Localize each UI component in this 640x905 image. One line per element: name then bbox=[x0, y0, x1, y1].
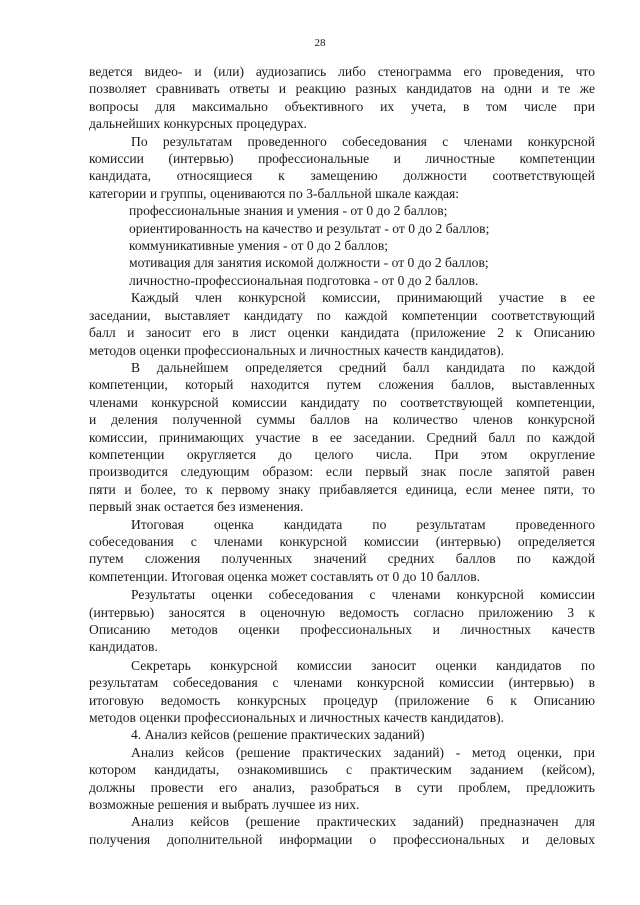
section-title: 4. Анализ кейсов (решение практических заданий) bbox=[131, 727, 425, 743]
text-line: Анализ кейсов (решение практических заданий) - метод оценки, при bbox=[131, 744, 595, 760]
text-line: котором кандидаты, ознакомившись с практическим заданием (кейсом), bbox=[89, 762, 595, 778]
text-line: (интервью) заносятся в оценочную ведомость согласно приложению 3 к bbox=[89, 604, 595, 620]
document-body bbox=[89, 63, 595, 848]
text-line: получения дополнительной информации о профессиональных и деловых bbox=[89, 831, 595, 847]
paragraph-3 bbox=[89, 289, 595, 359]
text-line: вопросы для максимально объективного их учета, в том числе при bbox=[89, 98, 595, 114]
text-line: членами конкурсной комиссии кандидату по соответствующей компетенции, bbox=[89, 394, 595, 410]
text-line: итоговую ведомость конкурсных процедур (приложение 6 к Описанию bbox=[89, 692, 595, 708]
list-item: мотивация для занятия искомой должности - от 0 до 2 баллов; bbox=[129, 255, 489, 271]
text-line: Описанию методов оценки профессиональных и личностных качеств bbox=[89, 622, 595, 637]
text-line: методов оценки профессиональных и личностных качеств кандидатов). bbox=[89, 342, 505, 358]
text-line: пяти и более, то к первому знаку прибавляется единица, если менее пяти, то bbox=[89, 481, 595, 497]
paragraph-8 bbox=[89, 744, 595, 814]
paragraph-2 bbox=[89, 133, 595, 203]
paragraph-1 bbox=[89, 63, 595, 133]
text-line: результатам собеседования с членами конкурсной комиссии (интервью) в bbox=[89, 675, 595, 691]
text-line: производится следующим образом: если первый знак после запятой равен bbox=[89, 464, 595, 480]
text-line: заседании, выставляет кандидату по каждой компетенции соответствующий bbox=[89, 307, 595, 323]
list-item: коммуникативные умения - от 0 до 2 баллов; bbox=[129, 238, 389, 254]
paragraph-9 bbox=[89, 813, 595, 848]
text-line: компетенции округляется до целого числа. При этом округление bbox=[89, 446, 595, 462]
text-line: кандидатов. bbox=[89, 639, 158, 655]
text-line: Каждый член конкурсной комиссии, принимающий участие в ее bbox=[131, 290, 595, 306]
text-line: Результаты оценки собеседования с членами конкурсной комиссии bbox=[131, 587, 595, 603]
text-line: собеседования с членами конкурсной комиссии (интервью) определяется bbox=[89, 533, 595, 549]
text-line: позволяет сравнивать ответы и реакцию разных кандидатов на одни и те же bbox=[89, 81, 595, 97]
text-line: возможные решения и выбрать лучшее из них. bbox=[89, 797, 360, 813]
text-line: комиссии (интервью) профессиональные и личностные компетенции bbox=[89, 151, 595, 167]
text-line: ведется видео- и (или) аудиозапись либо стенограмма его проведения, что bbox=[89, 64, 595, 79]
page-number: 28 bbox=[314, 37, 326, 49]
text-line: По результатам проведенного собеседования с членами конкурсной bbox=[131, 133, 595, 149]
paragraph-6 bbox=[89, 586, 595, 656]
criteria-list bbox=[89, 202, 595, 289]
text-line: Итоговая оценка кандидата по результатам проведенного bbox=[131, 516, 595, 532]
paragraph-4 bbox=[89, 359, 595, 516]
text-line: кандидата, относящиеся к замещению должности соответствующей bbox=[89, 168, 595, 184]
text-line: компетенции. Итоговая оценка может составлять от 0 до 10 баллов. bbox=[89, 568, 481, 584]
text-line: Анализ кейсов (решение практических заданий) предназначен для bbox=[131, 814, 595, 830]
paragraph-7 bbox=[89, 657, 595, 727]
text-line: В дальнейшем определяется средний балл кандидата по каждой bbox=[131, 359, 595, 375]
text-line: должны провести его анализ, разобраться в сути проблем, предложить bbox=[89, 779, 595, 795]
text-line: балл и заносит его в лист оценки кандидата (приложение 2 к Описанию bbox=[89, 325, 595, 341]
text-line: и деления полученной суммы баллов на количество членов конкурсной bbox=[89, 412, 595, 428]
section-heading bbox=[89, 726, 595, 743]
text-line: Секретарь конкурсной комиссии заносит оценки кандидатов по bbox=[131, 657, 595, 673]
paragraph-5 bbox=[89, 516, 595, 586]
text-line: методов оценки профессиональных и личностных качеств кандидатов). bbox=[89, 710, 505, 726]
text-line: компетенции, который находится путем сложения баллов, выставленных bbox=[89, 377, 595, 393]
text-line: первый знак остается без изменения. bbox=[89, 499, 304, 515]
text-line: дальнейших конкурсных процедурах. bbox=[89, 116, 307, 132]
list-item: ориентированность на качество и результат - от 0 до 2 баллов; bbox=[129, 220, 490, 236]
list-item: профессиональные знания и умения - от 0 до 2 баллов; bbox=[129, 203, 448, 219]
text-line: путем сложения полученных значений средних баллов по каждой bbox=[89, 551, 595, 567]
text-line: комиссии, принимающих участие в ее заседании. Средний балл по каждой bbox=[89, 429, 595, 445]
list-item: личностно-профессиональная подготовка - от 0 до 2 баллов. bbox=[129, 272, 479, 288]
text-line: категории и группы, оцениваются по 3-балльной шкале каждая: bbox=[89, 185, 460, 201]
